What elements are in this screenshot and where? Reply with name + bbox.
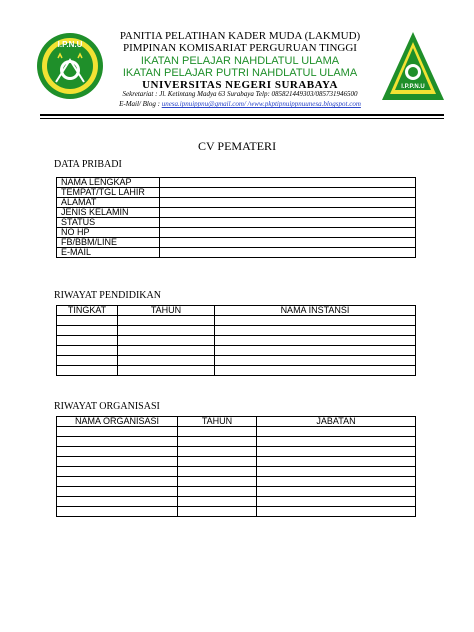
header-rule-thick [40,114,444,116]
table-row [57,437,416,447]
field-value[interactable] [160,248,416,258]
table-row [57,218,416,228]
table-cell[interactable] [215,326,416,336]
column-header: TINGKAT [57,306,118,316]
table-cell[interactable] [118,326,215,336]
table-row [57,238,416,248]
field-value[interactable] [160,198,416,208]
field-label: NAMA LENGKAP [57,178,160,188]
personal-data-table [56,177,416,258]
ipnu-logo-icon [36,32,104,100]
column-header: JABATAN [257,417,416,427]
table-cell[interactable] [178,487,257,497]
table-cell[interactable] [118,316,215,326]
organization-ipnu: IKATAN PELAJAR NAHDLATUL ULAMA [140,55,340,67]
table-row [57,457,416,467]
table-cell[interactable] [257,487,416,497]
table-cell[interactable] [178,507,257,517]
organization-history-table [56,416,416,517]
table-cell[interactable] [257,497,416,507]
table-header-row [57,306,416,316]
table-cell[interactable] [57,487,178,497]
column-header: NAMA ORGANISASI [57,417,178,427]
field-label: NO HP [57,228,160,238]
table-cell[interactable] [257,427,416,437]
field-value[interactable] [160,238,416,248]
field-label: STATUS [57,218,160,228]
table-cell[interactable] [57,427,178,437]
svg-text:I.P.N.U: I.P.N.U [57,40,83,49]
field-value[interactable] [160,188,416,198]
header-rule-thin [40,118,444,119]
table-row [57,208,416,218]
table-cell[interactable] [57,356,118,366]
table-cell[interactable] [57,336,118,346]
table-cell[interactable] [215,356,416,366]
field-value[interactable] [160,208,416,218]
table-cell[interactable] [118,336,215,346]
section-riwayat-organisasi: RIWAYAT ORGANISASI [54,401,160,412]
table-row [57,447,416,457]
table-cell[interactable] [178,497,257,507]
field-label: FB/BBM/LINE [57,238,160,248]
column-header: TAHUN [118,306,215,316]
field-value[interactable] [160,218,416,228]
table-header-row [57,417,416,427]
table-row [57,336,416,346]
address-line: Sekretariat : Jl. Ketintang Madya 63 Surabaya Telp: 085821449303/085731946500 [122,90,358,98]
table-cell[interactable] [178,477,257,487]
table-row [57,326,416,336]
column-header: TAHUN [178,417,257,427]
table-cell[interactable] [257,507,416,517]
table-row [57,497,416,507]
table-cell[interactable] [118,366,215,376]
leadership-name: PIMPINAN KOMISARIAT PERGURUAN TINGGI [123,42,357,54]
table-row [57,487,416,497]
table-cell[interactable] [257,437,416,447]
table-cell[interactable] [257,457,416,467]
table-cell[interactable] [215,316,416,326]
education-history-table [56,305,416,376]
email-label: E-Mail/ Blog : [119,100,160,108]
table-row [57,346,416,356]
table-row [57,507,416,517]
table-cell[interactable] [57,447,178,457]
table-cell[interactable] [57,346,118,356]
table-cell[interactable] [257,467,416,477]
table-row [57,188,416,198]
section-riwayat-pendidikan: RIWAYAT PENDIDIKAN [54,290,161,301]
email-link[interactable]: unesa.ipnuippnu@gmail.com/ /www.pkptipnuippnuunesa.blogspot.com [161,100,361,108]
table-cell[interactable] [257,477,416,487]
table-cell[interactable] [257,447,416,457]
table-row [57,248,416,258]
university-name: UNIVERSITAS NEGERI SURABAYA [142,79,338,91]
table-row [57,178,416,188]
field-label: E-MAIL [57,248,160,258]
letterhead [0,0,474,125]
table-cell[interactable] [215,366,416,376]
table-row [57,198,416,208]
table-cell[interactable] [57,326,118,336]
table-row [57,477,416,487]
table-cell[interactable] [57,366,118,376]
field-label: JENIS KELAMIN [57,208,160,218]
table-cell[interactable] [178,467,257,477]
table-row [57,316,416,326]
field-value[interactable] [160,178,416,188]
table-row [57,467,416,477]
table-cell[interactable] [118,356,215,366]
section-data-pribadi: DATA PRIBADI [54,159,122,170]
table-row [57,228,416,238]
svg-text:I.P.P.N.U: I.P.P.N.U [401,84,425,90]
table-cell[interactable] [57,467,178,477]
table-cell[interactable] [57,497,178,507]
organization-ippnu: IKATAN PELAJAR PUTRI NAHDLATUL ULAMA [122,67,358,79]
table-cell[interactable] [57,457,178,467]
contact-line [100,100,380,108]
table-cell[interactable] [57,437,178,447]
document-title: CV PEMATERI [197,139,277,153]
field-label: TEMPAT/TGL LAHIR [57,188,160,198]
table-cell[interactable] [215,346,416,356]
table-cell[interactable] [178,447,257,457]
table-row [57,356,416,366]
table-cell[interactable] [178,427,257,437]
table-cell[interactable] [178,437,257,447]
table-cell[interactable] [57,316,118,326]
table-cell[interactable] [118,346,215,356]
column-header: NAMA INSTANSI [215,306,416,316]
field-value[interactable] [160,228,416,238]
ippnu-logo-icon [380,30,446,102]
table-cell[interactable] [215,336,416,346]
table-row [57,427,416,437]
table-cell[interactable] [57,507,178,517]
field-label: ALAMAT [57,198,160,208]
committee-name: PANITIA PELATIHAN KADER MUDA (LAKMUD) [119,30,361,42]
table-cell[interactable] [178,457,257,467]
table-row [57,366,416,376]
table-cell[interactable] [57,477,178,487]
